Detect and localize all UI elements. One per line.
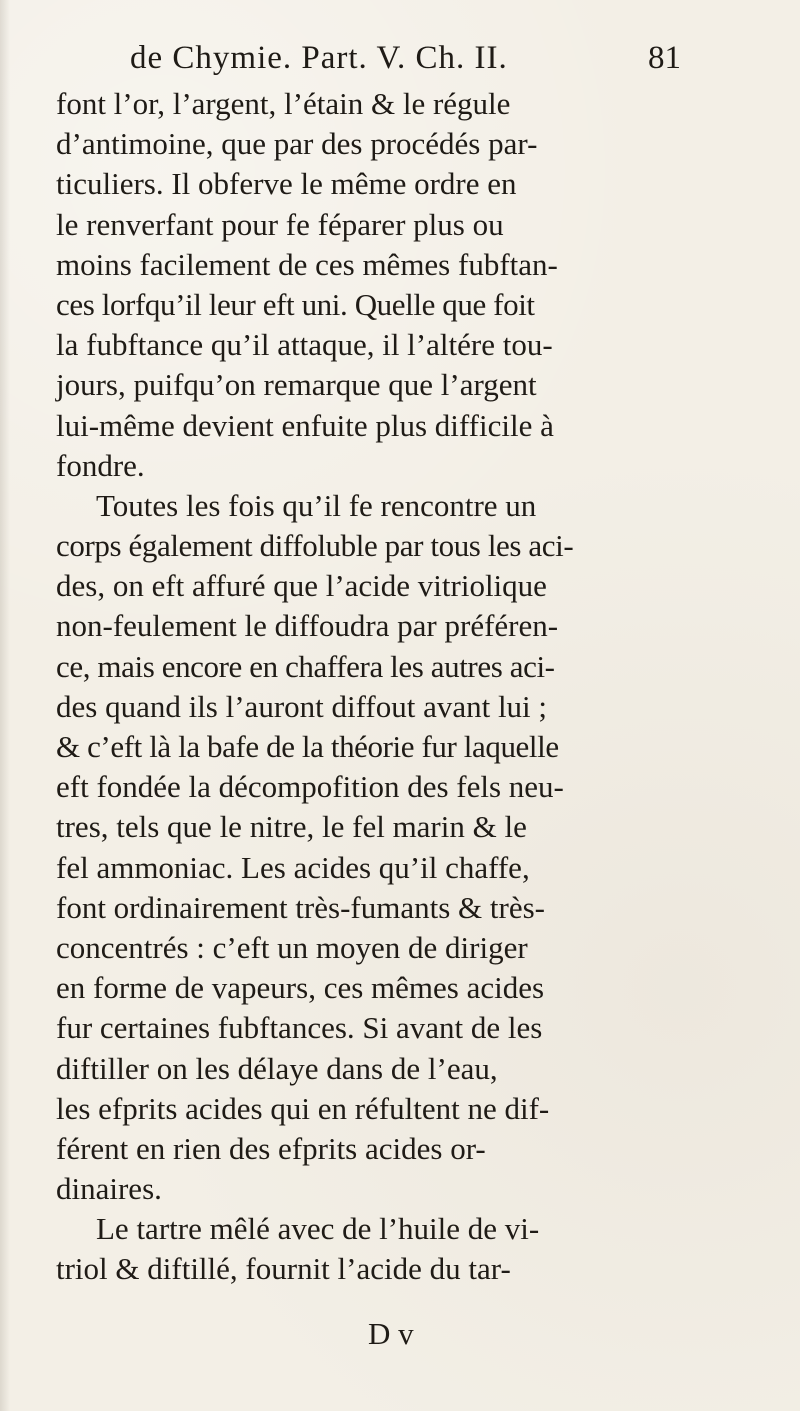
running-head: de Chymie. Part. V. Ch. II. — [130, 40, 508, 76]
paragraph-start-line: Le tartre mêlé avec de l’huile de vi- — [96, 1211, 540, 1247]
text-line: & c’eft là la bafe de la théorie fur laquelle — [56, 729, 559, 764]
text-line: d’antimoine, que par des procédés par- — [56, 126, 538, 162]
text-line: diftiller on les délaye dans de l’eau, — [56, 1050, 498, 1086]
text-line: corps également diffoluble par tous les aci- — [56, 528, 574, 564]
text-line: ticuliers. Il obferve le même ordre en — [56, 166, 517, 202]
text-line: dinaires. — [56, 1171, 162, 1207]
text-line: non-feulement le diffoudra par préféren- — [56, 608, 559, 644]
text-line: lui-même devient enfuite plus difficile à — [56, 407, 554, 443]
text-line: fondre. — [56, 447, 145, 483]
text-line: eft fondée la décompofition des fels neu- — [56, 769, 564, 805]
text-line: concentrés : c’eft un moyen de diriger — [56, 929, 528, 965]
text-line: tres, tels que le nitre, le fel marin & le — [56, 809, 527, 845]
text-line: le renverfant pour fe féparer plus ou — [56, 206, 504, 242]
paragraph-start-line: Toutes les fois qu’il fe rencontre un — [96, 487, 537, 523]
text-line: ce, mais encore en chaffera les autres aci- — [56, 648, 555, 684]
body-text — [56, 84, 756, 1290]
text-line: fur certaines fubftances. Si avant de les — [56, 1010, 543, 1046]
text-line: font ordinairement très-fumants & très- — [56, 889, 545, 925]
text-line: la fubftance qu’il attaque, il l’altére tou- — [56, 327, 553, 363]
page-gutter-shadow — [0, 0, 10, 1411]
text-line: des, on eft affuré que l’acide vitriolique — [56, 568, 547, 604]
text-line: jours, puifqu’on remarque que l’argent — [56, 367, 537, 403]
page-header — [0, 40, 800, 86]
text-line: triol & diftillé, fournit l’acide du tar- — [56, 1251, 511, 1287]
signature-mark: D v — [368, 1316, 414, 1351]
text-line: des quand ils l’auront diffout avant lui ; — [56, 688, 548, 724]
text-line: les efprits acides qui en réfultent ne dif- — [56, 1090, 550, 1126]
text-line: ces lorfqu’il leur eft uni. Quelle que foit — [56, 286, 535, 322]
text-line: fel ammoniac. Les acides qu’il chaffe, — [56, 849, 530, 885]
text-line: en forme de vapeurs, ces mêmes acides — [56, 970, 545, 1006]
text-line: font l’or, l’argent, l’étain & le régule — [56, 86, 511, 121]
page-number: 81 — [648, 40, 681, 76]
text-line: moins facilement de ces mêmes fubftan- — [56, 246, 558, 282]
text-line: férent en rien des efprits acides or- — [56, 1130, 486, 1166]
